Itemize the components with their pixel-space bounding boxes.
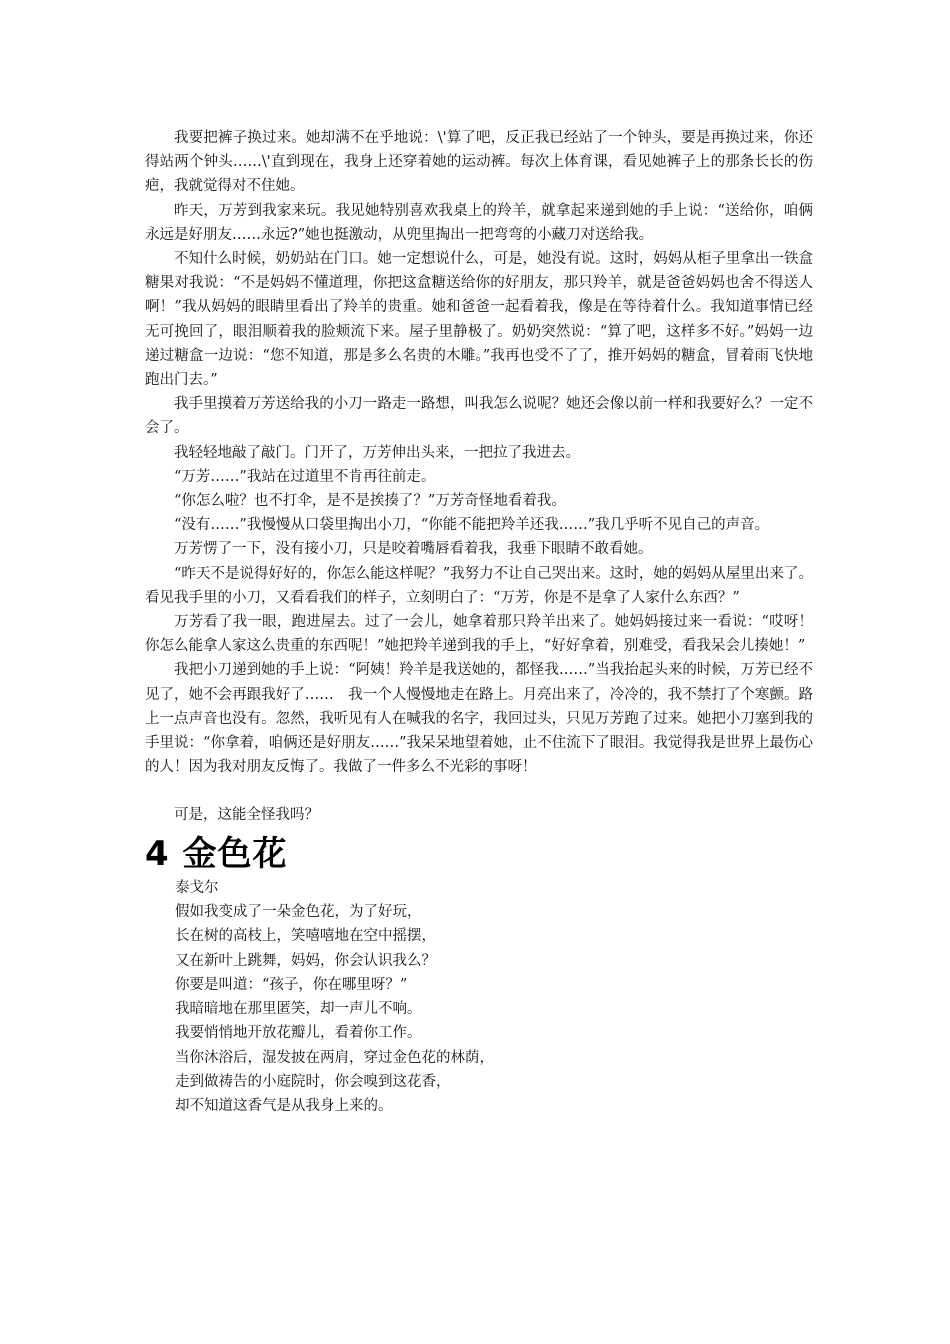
paragraph: 昨天，万芳到我家来玩。我见她特别喜欢我桌上的羚羊，就拿起来递到她的手上说：“送给你，咱俩永远是好朋友……永远?”她也挺激动，从兜里掏出一把弯弯的小藏刀对送给我。 — [145, 202, 813, 243]
poem-line: 当你沐浴后，湿发披在两肩，穿过金色花的林荫， — [175, 1049, 494, 1066]
paragraph: “昨天不是说得好好的，你怎么能这样呢？”我努力不让自己哭出来。这时，她的妈妈从屋里出来了。看见我手里的小刀，又看看我们的样子，立刻明白了：“万芳，你是不是拿了人家什么东西？” — [145, 565, 813, 606]
poem-line: 你要是叫道：“孩子，你在哪里呀？” — [175, 976, 408, 993]
poem-line: 我要悄悄地开放花瓣儿，看着你工作。 — [175, 1025, 422, 1042]
paragraph: 我手里摸着万芳送给我的小刀一路走一路想，叫我怎么说呢？她还会像以前一样和我要好么？一定不会了。 — [145, 396, 813, 437]
paragraph: 万芳看了我一眼，跑进屋去。过了一会儿，她拿着那只羚羊出来了。她妈妈接过来一看说：“哎呀！你怎么能拿人家这么贵重的东西呢！”她把羚羊递到我的手上，“好好拿着，别难受，看我呆会儿揍她！” — [145, 614, 813, 655]
spacer — [145, 779, 813, 803]
paragraph: 我轻轻地敲了敲门。门开了，万芳伸出头来，一把拉了我进去。 — [174, 444, 580, 461]
poem-line: 假如我变成了一朵金色花，为了好玩， — [175, 903, 422, 920]
poem-line: 我暗暗地在那里匿笑，却一声儿不响。 — [175, 1001, 422, 1018]
paragraph: 万芳愣了一下，没有接小刀，只是咬着嘴唇看着我，我垂下眼睛不敢看她。 — [174, 541, 653, 558]
poem-author: 泰戈尔 — [175, 879, 219, 896]
closing-line: 可是，这能全怪我吗？ — [174, 807, 319, 824]
paragraph: “你怎么啦？也不打伞，是不是挨揍了？”万芳奇怪地看着我。 — [174, 493, 566, 510]
poem-line: 长在树的高枝上，笑嘻嘻地在空中摇摆， — [175, 928, 436, 945]
poem-line: 走到做祷告的小庭院时，你会嗅到这花香， — [175, 1074, 451, 1091]
paragraph: 不知什么时候，奶奶站在门口。她一定想说什么，可是，她没有说。这时，妈妈从柜子里拿出一铁盒糖果对我说：“不是妈妈不懂道理，你把这盒糖送给你的好朋友，那只羚羊，就是爸爸妈妈也舍不得送人啊！”我从妈妈的眼睛里看出了羚羊的贵重。她和爸爸一起看着我，像是在等待着什么。我知道事情已经无可挽回了，眼泪顺着我的脸颊流下来。屋子里静极了。奶奶突然说：“算了吧，这样多不好。”妈妈一边递过糖盒一边说：“您不知道，那是多么名贵的木雕。”我再也受不了了，推开妈妈的糖盒，冒着雨飞快地跑出门去。” — [145, 251, 813, 389]
poem — [145, 876, 813, 1119]
paragraph: “没有……”我慢慢从口袋里掏出小刀，“你能不能把羚羊还我……”我几乎听不见自己的声音。 — [174, 517, 770, 534]
paragraph: 我把小刀递到她的手上说：“阿姨！羚羊是我送她的，都怪我……”当我抬起头来的时候，万芳已经不见了，她不会再跟我好了…… 我一个人慢慢地走在路上。月亮出来了，冷冷的，我不禁打了个寒颤。路上一点声音也没有。忽然，我听见有人在喊我的名字，我回过头，只见万芳跑了过来。她把小刀塞到我的手里说：“你拿着，咱俩还是好朋友……”我呆呆地望着她，止不住流下了眼泪。我觉得我是世界上最伤心的人！因为我对朋友反悔了。我做了一件多么不光彩的事呀！ — [145, 662, 813, 776]
paragraph: “万芳……”我站在过道里不肯再往前走。 — [174, 468, 436, 485]
paragraph: 我要把裤子换过来。她却满不在乎地说：\'算了吧，反正我已经站了一个钟头，要是再换过来，你还得站两个钟头……\'直到现在，我身上还穿着她的运动裤。每次上体育课，看见她裤子上的那条长长的伤疤，我就觉得对不住她。 — [145, 130, 813, 195]
poem-line: 却不知道这香气是从我身上来的。 — [175, 1098, 393, 1115]
document-page — [145, 126, 813, 1119]
section-title: 4 金色花 — [145, 833, 288, 874]
poem-line: 又在新叶上跳舞，妈妈，你会认识我么？ — [175, 952, 436, 969]
